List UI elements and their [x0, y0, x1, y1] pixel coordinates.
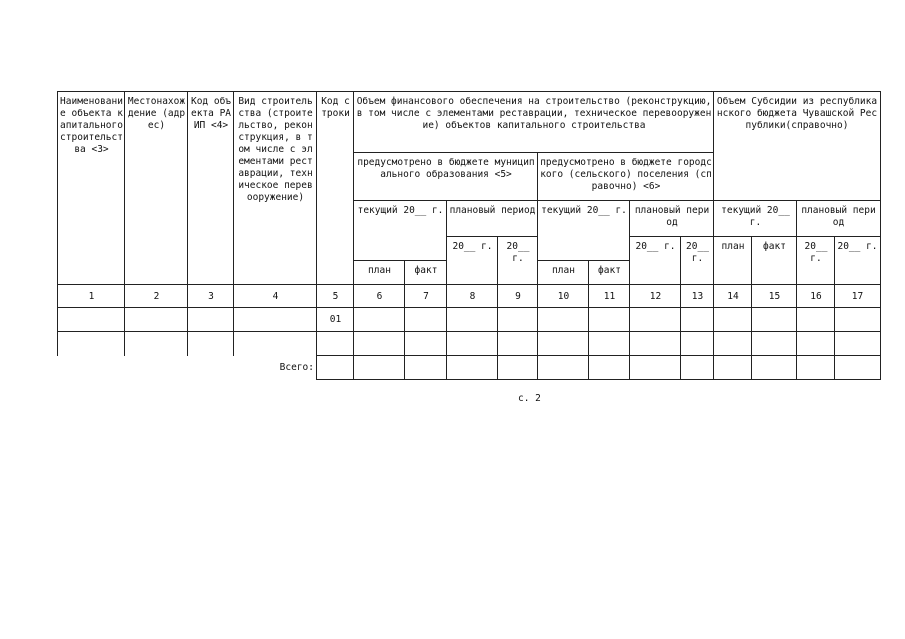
- settlement-planned-year-1: 20__ г.: [629, 236, 681, 285]
- column-number: 16: [796, 284, 835, 308]
- row-code-cell: 01: [316, 307, 354, 332]
- total-cell: [537, 355, 589, 380]
- header-construction-type: Вид строительства (строительство, реконструкция, в том числе с элементами реставрации, техническое перевооружение): [233, 91, 317, 285]
- table-cell: [353, 307, 405, 332]
- total-cell: [713, 355, 752, 380]
- row-code-cell: [316, 331, 354, 356]
- column-number: 15: [751, 284, 797, 308]
- table-cell: [713, 307, 752, 332]
- municipal-plan: план: [353, 260, 405, 285]
- header-raip-code: Код объекта РАИП <4>: [187, 91, 234, 285]
- subsidy-fact: факт: [751, 236, 797, 285]
- table-cell: [751, 307, 797, 332]
- settlement-planned-year-2: 20__ г.: [680, 236, 714, 285]
- table-cell: [353, 331, 405, 356]
- header-subsidy: Объем Субсидии из республиканского бюджета Чувашской Республики(справочно): [713, 91, 881, 201]
- header-settlement-budget: предусмотрено в бюджете городского (сельского) поселения (справочно) <6>: [537, 152, 714, 201]
- column-number: 5: [316, 284, 354, 308]
- total-cell: [680, 355, 714, 380]
- table-cell: [796, 331, 835, 356]
- subsidy-planned-year-2: 20__ г.: [834, 236, 881, 285]
- table-cell: [834, 331, 881, 356]
- column-number: 11: [588, 284, 630, 308]
- column-number: 14: [713, 284, 752, 308]
- subsidy-planned-period: плановый период: [796, 200, 881, 237]
- table-cell: [57, 331, 125, 356]
- column-number: 6: [353, 284, 405, 308]
- total-cell: [796, 355, 835, 380]
- page-number: с. 2: [518, 393, 541, 404]
- table-cell: [404, 331, 447, 356]
- column-number: 3: [187, 284, 234, 308]
- settlement-fact: факт: [588, 260, 630, 285]
- header-name: Наименование объекта капитального строительства <3>: [57, 91, 125, 285]
- column-number: 10: [537, 284, 589, 308]
- subsidy-planned-year-1: 20__ г.: [796, 236, 835, 285]
- table-cell: [629, 307, 681, 332]
- table-cell: [713, 331, 752, 356]
- table-cell: [446, 331, 498, 356]
- settlement-current-year: текущий 20__ г.: [537, 200, 630, 261]
- table-cell: [680, 307, 714, 332]
- column-number: 13: [680, 284, 714, 308]
- table-cell: [796, 307, 835, 332]
- settlement-plan: план: [537, 260, 589, 285]
- total-cell: [497, 355, 538, 380]
- table-cell: [446, 307, 498, 332]
- municipal-fact: факт: [404, 260, 447, 285]
- table-cell: [124, 307, 188, 332]
- table-cell: [497, 307, 538, 332]
- table-cell: [57, 307, 125, 332]
- table-cell: [751, 331, 797, 356]
- municipal-planned-year-1: 20__ г.: [446, 236, 498, 285]
- table-cell: [187, 331, 234, 356]
- column-number: 1: [57, 284, 125, 308]
- column-number: 8: [446, 284, 498, 308]
- table-cell: [187, 307, 234, 332]
- total-cell: [446, 355, 498, 380]
- table-cell: [588, 331, 630, 356]
- subsidy-plan: план: [713, 236, 752, 285]
- header-location: Местонахождение (адрес): [124, 91, 188, 285]
- table-cell: [497, 331, 538, 356]
- table-cell: [834, 307, 881, 332]
- table-cell: [233, 331, 317, 356]
- total-cell: [404, 355, 447, 380]
- table-cell: [537, 331, 589, 356]
- total-cell: [588, 355, 630, 380]
- table-cell: [680, 331, 714, 356]
- total-cell: [629, 355, 681, 380]
- table-cell: [404, 307, 447, 332]
- municipal-current-year: текущий 20__ г.: [353, 200, 447, 261]
- municipal-planned-period: плановый период: [446, 200, 538, 237]
- column-number: 2: [124, 284, 188, 308]
- header-municipal-budget: предусмотрено в бюджете муниципального образования <5>: [353, 152, 538, 201]
- settlement-planned-period: плановый период: [629, 200, 714, 237]
- subsidy-current-year: текущий 20__ г.: [713, 200, 797, 237]
- total-cell: [353, 355, 405, 380]
- total-cell: [751, 355, 797, 380]
- municipal-planned-year-2: 20__ г.: [497, 236, 538, 285]
- table-cell: [588, 307, 630, 332]
- table-cell: [233, 307, 317, 332]
- header-row-code: Код строки: [316, 91, 354, 285]
- total-cell: [316, 355, 354, 380]
- column-number: 7: [404, 284, 447, 308]
- table-cell: [124, 331, 188, 356]
- total-cell: [834, 355, 881, 380]
- column-number: 9: [497, 284, 538, 308]
- column-number: 4: [233, 284, 317, 308]
- column-number: 12: [629, 284, 681, 308]
- header-financing: Объем финансового обеспечения на строительство (реконструкцию, в том числе с элементами реставрации, техническое перевооружение) объектов капитального строительства: [353, 91, 714, 153]
- total-label: Всего:: [279, 362, 314, 373]
- column-number: 17: [834, 284, 881, 308]
- table-cell: [629, 331, 681, 356]
- table-cell: [537, 307, 589, 332]
